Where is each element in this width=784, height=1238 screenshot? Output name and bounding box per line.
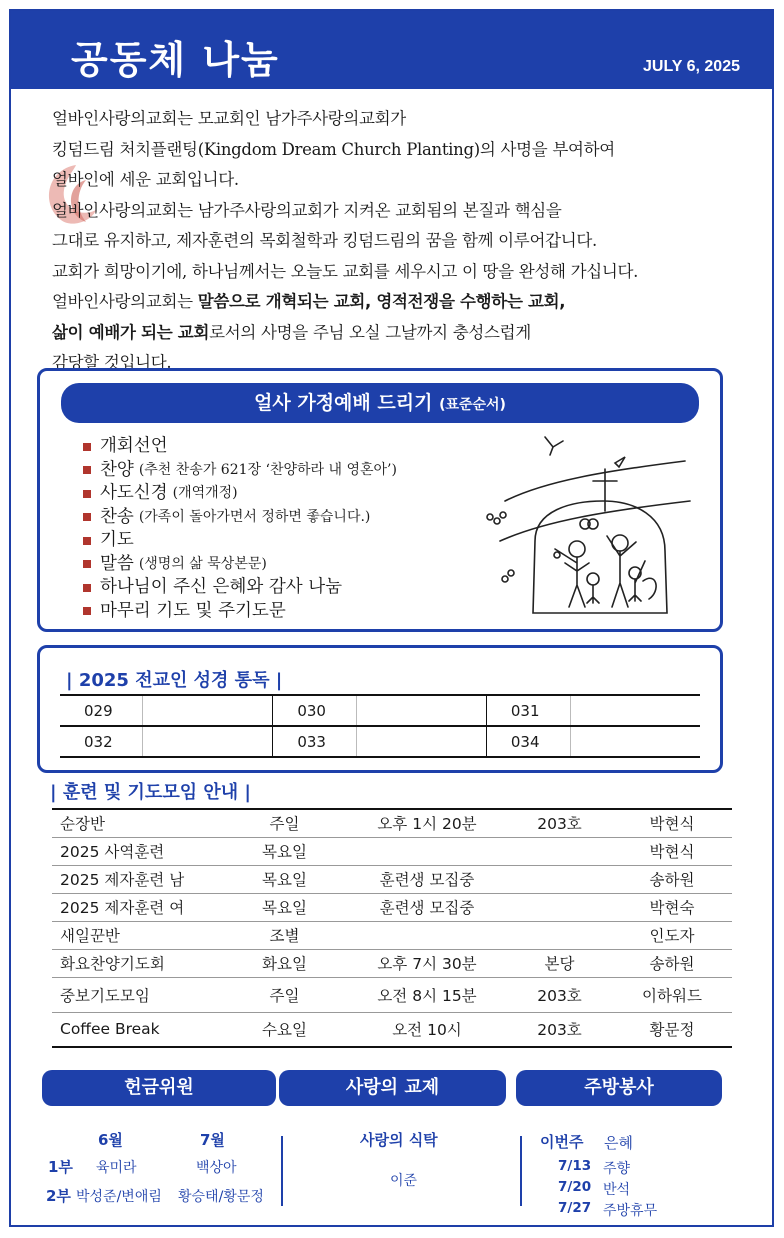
offering-month: 6월 <box>98 1131 123 1149</box>
table-cell <box>507 837 612 865</box>
table-cell: 수요일 <box>262 1021 307 1040</box>
table-cell: 오후 7시 30분 <box>377 955 477 973</box>
bullet-icon <box>83 513 91 521</box>
worship-step <box>83 506 397 530</box>
this-week-team: 은혜 <box>604 1134 633 1152</box>
table-cell: 031 <box>486 695 570 726</box>
mission-line <box>52 318 752 349</box>
table-cell: 박현식 <box>649 843 695 861</box>
table-cell: 인도자 <box>649 927 695 945</box>
step-label: 개회선언 <box>100 436 168 456</box>
check-cell[interactable] <box>356 695 486 726</box>
this-week-label: 이번주 <box>540 1133 584 1151</box>
table-cell: 목요일 <box>262 843 307 861</box>
church-introduction <box>52 104 752 379</box>
fellowship-name: 이준 <box>390 1173 418 1189</box>
table-cell: 황문정 <box>649 1021 695 1040</box>
check-cell[interactable] <box>570 695 700 726</box>
table-cell: 오전 8시 15분 <box>377 986 477 1005</box>
mission-prefix: 얼바인사랑의교회는 <box>52 292 198 311</box>
table-cell: 오후 1시 20분 <box>377 815 477 834</box>
offering-title: 헌금위원 <box>42 1070 276 1106</box>
page-date: JULY 6, 2025 <box>643 58 740 75</box>
bullet-icon <box>83 537 91 545</box>
table-cell: 2025 사역훈련 <box>60 843 165 861</box>
offering-name: 황승태/황문정 <box>178 1189 264 1205</box>
family-worship-box <box>37 368 723 632</box>
table-cell: 032 <box>60 726 143 757</box>
worship-subtitle: (표준순서) <box>439 397 506 413</box>
table-cell: 송하원 <box>649 871 695 889</box>
intro-line: 얼바인사랑의교회는 모교회인 남가주사랑의교회가 <box>52 109 406 128</box>
table-cell: 2025 제자훈련 여 <box>60 899 185 917</box>
table-cell: 033 <box>273 726 357 757</box>
table-cell: 029 <box>60 695 143 726</box>
table-cell: 조별 <box>269 927 300 945</box>
table-cell: 203호 <box>537 1021 582 1040</box>
page-title: 공동체 나눔 <box>71 38 280 82</box>
mission-bold: 말씀으로 개혁되는 교회, 영적전쟁을 수행하는 교회, <box>197 292 566 311</box>
worship-step <box>83 600 397 624</box>
step-note: (개역개정) <box>172 485 238 501</box>
table-cell: 034 <box>486 726 570 757</box>
table-cell: 2025 제자훈련 남 <box>60 871 185 889</box>
intro-line: 얼바인에 세운 교회입니다. <box>52 170 239 189</box>
service-label: 1부 <box>48 1158 73 1176</box>
table-cell: 화요찬양기도회 <box>60 955 165 973</box>
offering-name: 백상아 <box>196 1160 237 1176</box>
table-row <box>52 921 732 949</box>
column-divider <box>520 1136 522 1206</box>
table-cell: 030 <box>273 695 357 726</box>
table-row <box>52 893 732 921</box>
intro-line: 킹덤드림 처치플랜팅(Kingdom Dream Church Planting)의 사명을 부여하여 <box>52 139 615 159</box>
table-cell <box>507 921 612 949</box>
table-cell: 박현식 <box>649 815 695 834</box>
kitchen-team: 주향 <box>603 1161 631 1177</box>
offering-name: 박성준/변애림 <box>76 1189 162 1205</box>
table-cell: 203호 <box>537 986 582 1005</box>
table-row <box>52 837 732 865</box>
fellowship-title: 사랑의 교제 <box>279 1070 506 1106</box>
bullet-icon <box>83 584 91 592</box>
worship-step <box>83 576 397 600</box>
table-cell: 훈련생 모집중 <box>379 871 475 889</box>
worship-step <box>83 529 397 553</box>
table-cell <box>347 921 507 949</box>
table-cell <box>507 893 612 921</box>
training-table <box>52 808 732 1048</box>
bullet-icon <box>83 443 91 451</box>
step-note: (추천 찬송가 621장 ‘찬양하라 내 영혼아’) <box>138 461 397 478</box>
table-cell <box>347 837 507 865</box>
kitchen-date: 7/13 <box>558 1158 592 1174</box>
bullet-icon <box>83 607 91 615</box>
table-row <box>60 726 700 757</box>
page-header <box>11 11 772 89</box>
mission-line <box>52 287 752 318</box>
check-cell[interactable] <box>143 695 273 726</box>
step-label: 찬송 <box>100 506 134 527</box>
step-label: 마무리 기도 및 주기도문 <box>100 600 286 621</box>
fellowship-subtitle: 사랑의 식탁 <box>360 1131 438 1149</box>
check-cell[interactable] <box>570 726 700 757</box>
bible-reading-title: | 2025 전교인 성경 통독 | <box>66 670 283 691</box>
worship-title: 얼사 가정예배 드리기 <box>254 392 433 414</box>
table-cell: Coffee Break <box>60 1020 160 1039</box>
bullet-icon <box>83 560 91 568</box>
kitchen-title: 주방봉사 <box>516 1070 722 1106</box>
step-label: 말씀 <box>100 553 134 574</box>
worship-title-banner <box>61 383 699 423</box>
step-label: 하나님이 주신 은혜와 감사 나눔 <box>100 577 343 597</box>
kitchen-date: 7/20 <box>558 1179 592 1195</box>
check-cell[interactable] <box>143 726 273 757</box>
table-cell: 새일꾼반 <box>60 927 120 945</box>
bible-reading-table <box>60 694 700 758</box>
worship-step <box>83 482 397 506</box>
bullet-icon <box>83 490 91 498</box>
table-cell: 화요일 <box>262 955 307 973</box>
table-cell: 이하워드 <box>642 986 702 1005</box>
table-row <box>52 809 732 837</box>
worship-steps-list <box>83 435 397 623</box>
table-row <box>52 865 732 893</box>
step-note: (생명의 삶 묵상본문) <box>138 555 267 572</box>
worship-step <box>83 459 397 483</box>
check-cell[interactable] <box>356 726 486 757</box>
table-cell: 훈련생 모집중 <box>379 899 475 917</box>
table-cell: 목요일 <box>262 871 307 889</box>
offering-name: 육미라 <box>96 1160 137 1176</box>
service-label: 2부 <box>46 1187 71 1205</box>
table-row <box>52 977 732 1012</box>
offering-month: 7월 <box>200 1131 225 1149</box>
intro-line: 얼바인사랑의교회는 남가주사랑의교회가 지켜온 교회됨의 본질과 핵심을 <box>52 200 562 220</box>
mission-bold: 삶이 예배가 되는 교회 <box>52 322 210 342</box>
family-worship-illustration <box>475 431 695 621</box>
table-cell: 본당 <box>544 955 575 973</box>
mission-suffix: 로서의 사명을 주님 오실 그날까지 충성스럽게 <box>209 322 531 342</box>
step-note: (가족이 돌아가면서 정하면 좋습니다.) <box>138 508 371 525</box>
table-cell: 박현숙 <box>649 899 695 917</box>
table-cell: 순장반 <box>60 815 105 834</box>
kitchen-team: 주방휴무 <box>603 1203 658 1219</box>
table-cell: 오전 10시 <box>392 1021 462 1040</box>
table-row <box>52 1012 732 1047</box>
intro-line: 교회가 희망이기에, 하나님께서는 오늘도 교회를 세우시고 이 땅을 완성해 가십니다. <box>52 261 639 281</box>
step-label: 찬양 <box>100 459 134 480</box>
intro-line: 그대로 유지하고, 제자훈련의 목회철학과 킹덤드림의 꿈을 함께 이루어갑니다. <box>52 231 597 250</box>
mission-end: 감당할 것입니다. <box>52 353 172 372</box>
kitchen-team: 반석 <box>603 1182 631 1198</box>
bullet-icon <box>83 466 91 474</box>
table-row <box>52 949 732 977</box>
table-cell: 주일 <box>269 815 300 834</box>
table-cell: 목요일 <box>262 899 307 917</box>
column-divider <box>281 1136 283 1206</box>
table-cell: 203호 <box>537 815 582 834</box>
worship-step <box>83 435 397 459</box>
table-row <box>60 695 700 726</box>
step-label: 기도 <box>100 530 134 550</box>
bible-reading-box <box>37 645 723 773</box>
table-cell: 송하원 <box>649 955 695 973</box>
table-cell: 주일 <box>269 986 300 1005</box>
table-cell: 중보기도모임 <box>60 986 150 1005</box>
table-cell <box>507 865 612 893</box>
worship-step <box>83 553 397 577</box>
kitchen-date: 7/27 <box>558 1200 592 1216</box>
training-title: | 훈련 및 기도모임 안내 | <box>50 782 251 803</box>
step-label: 사도신경 <box>100 483 168 503</box>
